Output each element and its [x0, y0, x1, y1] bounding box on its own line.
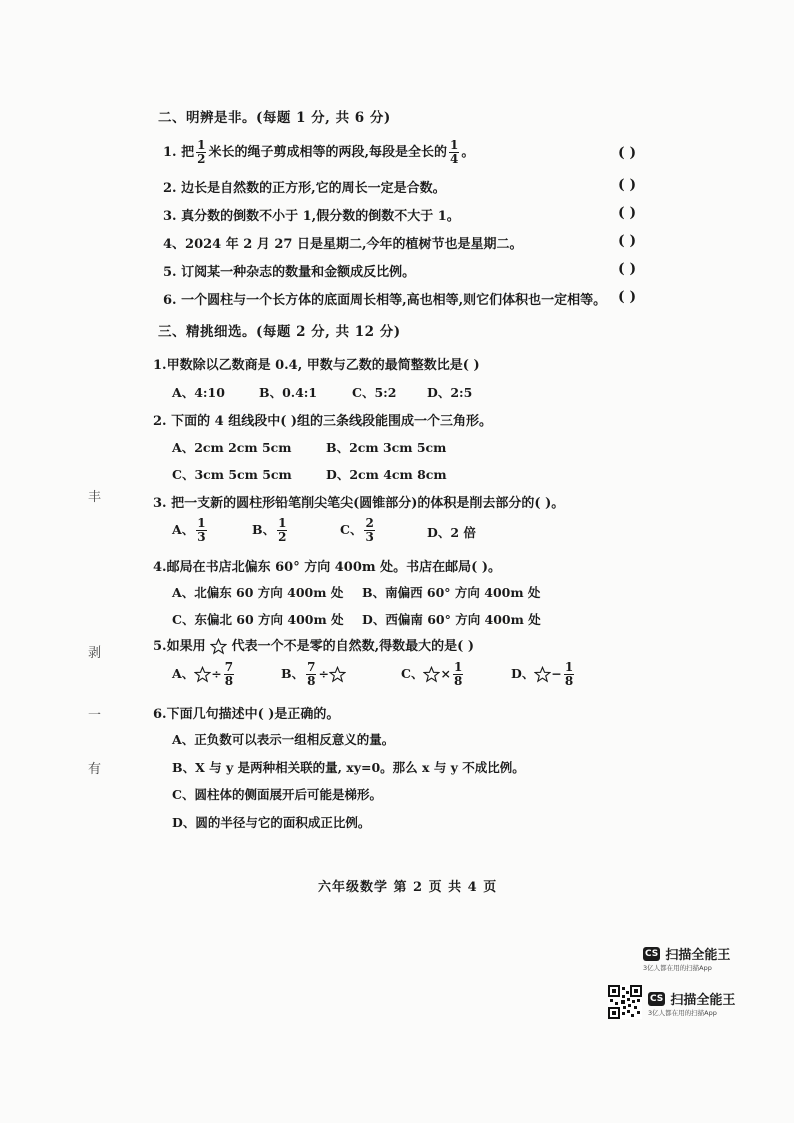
s3-q6-option-a[interactable]: A、正负数可以表示一组相反意义的量。 — [172, 732, 395, 747]
s3-q2-option-b[interactable]: B、2cm 3cm 5cm — [326, 440, 447, 455]
s3-q4-option-c[interactable]: C、东偏北 60 方向 400m 处 — [172, 612, 344, 627]
s2-question-5: 5. 订阅某一种杂志的数量和金额成反比例。 — [163, 265, 416, 280]
page-footer: 六年级数学 第 2 页 共 4 页 — [318, 880, 498, 895]
star-icon — [423, 666, 440, 683]
s3-question-2: 2. 下面的 4 组线段中( )组的三条线段能围成一个三角形。 — [153, 414, 493, 429]
s3-q1-option-b[interactable]: B、0.4:1 — [259, 385, 318, 400]
section3-title: 三、精挑细选。(每题 2 分, 共 12 分) — [158, 324, 401, 340]
s3-q4-option-a[interactable]: A、北偏东 60 方向 400m 处 — [172, 585, 344, 600]
s2-question-4: 4、2024 年 2 月 27 日是星期二,今年的植树节也是星期二。 — [163, 237, 523, 252]
s2-q1-fraction-quarter: $\frac{1}{4}$ — [450, 138, 459, 166]
s2-question-1: 1. 把 $\frac{1}{2}$ 米长的绳子剪成相等的两段,每段是全长的 $\frac{1}{4}$ 。 — [163, 138, 475, 166]
s3-q2-option-a[interactable]: A、2cm 2cm 5cm — [172, 440, 292, 455]
watermark-tagline: 3亿人都在用的扫描App — [648, 1009, 717, 1017]
s3-q4-option-d[interactable]: D、西偏南 60° 方向 400m 处 — [362, 612, 541, 627]
star-icon — [534, 666, 551, 683]
watermark-logo-qr — [648, 988, 735, 1017]
s2-q1-text-b: 米长的绳子剪成相等的两段,每段是全长的 — [208, 145, 447, 160]
s3-q3-option-a[interactable]: A、 $\frac{1}{3}$ — [172, 516, 206, 544]
s3-q1-option-c[interactable]: C、5:2 — [352, 385, 397, 400]
s2-q3-answer-blank[interactable]: ( ) — [618, 205, 637, 221]
s2-question-2: 2. 边长是自然数的正方形,它的周长一定是合数。 — [163, 181, 446, 196]
star-icon — [329, 666, 346, 683]
s3-q5-option-d[interactable]: D、 − $\frac{1}{8}$ — [511, 660, 574, 688]
s2-q4-answer-blank[interactable]: ( ) — [618, 233, 637, 249]
s2-question-6: 6. 一个圆柱与一个长方体的底面周长相等,高也相等,则它们体积也一定相等。 — [163, 293, 607, 308]
margin-fragment: 剥 — [88, 646, 102, 661]
s3-q1-option-a[interactable]: A、4:10 — [172, 385, 225, 400]
s2-q6-answer-blank[interactable]: ( ) — [618, 289, 637, 305]
cs-badge: CS — [645, 948, 659, 959]
s3-question-1: 1.甲数除以乙数商是 0.4, 甲数与乙数的最简整数比是( ) — [153, 358, 480, 373]
watermark-name: 扫描全能王 — [665, 948, 731, 963]
s3-q6-option-b[interactable]: B、X 与 y 是两种相关联的量, xy=0。那么 x 与 y 不成比例。 — [172, 760, 525, 775]
s2-q1-answer-blank[interactable]: ( ) — [618, 145, 637, 161]
star-icon — [194, 666, 211, 683]
s3-q1-option-d[interactable]: D、2:5 — [427, 385, 473, 400]
s3-q6-option-c[interactable]: C、圆柱体的侧面展开后可能是梯形。 — [172, 787, 382, 802]
s3-question-6: 6.下面几句描述中( )是正确的。 — [153, 707, 340, 722]
s3-q3-option-c[interactable]: C、 $\frac{2}{3}$ — [340, 516, 374, 544]
s3-question-5: 5.如果用 代表一个不是零的自然数,得数最大的是( ) — [153, 639, 474, 654]
margin-fragment: 一 — [88, 708, 102, 723]
s3-q3-option-b[interactable]: B、 $\frac{1}{2}$ — [252, 516, 287, 544]
s3-q2-option-c[interactable]: C、3cm 5cm 5cm — [172, 467, 292, 482]
s3-q5-option-b[interactable]: B、 $\frac{7}{8}$ ÷ — [281, 661, 346, 688]
watermark-name: 扫描全能王 — [670, 993, 736, 1008]
s3-q2-option-d[interactable]: D、2cm 4cm 8cm — [326, 467, 447, 482]
margin-fragment: 丰 — [88, 490, 102, 505]
section2-title: 二、明辨是非。(每题 1 分, 共 6 分) — [158, 110, 391, 126]
s3-q5-option-c[interactable]: C、 × $\frac{1}{8}$ — [401, 660, 463, 688]
s2-q1-fraction-half: $\frac{1}{2}$ — [197, 138, 206, 166]
s3-q5-option-a[interactable]: A、 ÷ $\frac{7}{8}$ — [172, 660, 234, 688]
s2-question-3: 3. 真分数的倒数不小于 1,假分数的倒数不大于 1。 — [163, 209, 460, 224]
s3-q6-option-d[interactable]: D、圆的半径与它的面积成正比例。 — [172, 815, 371, 830]
s2-q2-answer-blank[interactable]: ( ) — [618, 177, 637, 193]
watermark-tagline: 3亿人都在用的扫描App — [643, 964, 712, 972]
margin-fragment: 有 — [88, 762, 102, 777]
watermark-logo — [643, 943, 730, 972]
s3-question-3: 3. 把一支新的圆柱形铅笔削尖笔尖(圆锥部分)的体积是削去部分的( )。 — [153, 496, 565, 511]
s2-q5-answer-blank[interactable]: ( ) — [618, 261, 637, 277]
s2-q1-text-a: 1. 把 — [163, 145, 195, 160]
s3-q4-option-b[interactable]: B、南偏西 60° 方向 400m 处 — [362, 585, 541, 600]
s3-q3-option-d[interactable]: D、2 倍 — [427, 525, 476, 540]
star-icon — [210, 638, 227, 655]
cs-badge: CS — [650, 993, 664, 1004]
s3-question-4: 4.邮局在书店北偏东 60° 方向 400m 处。书店在邮局( )。 — [153, 560, 501, 575]
qr-code-icon — [608, 985, 642, 1019]
